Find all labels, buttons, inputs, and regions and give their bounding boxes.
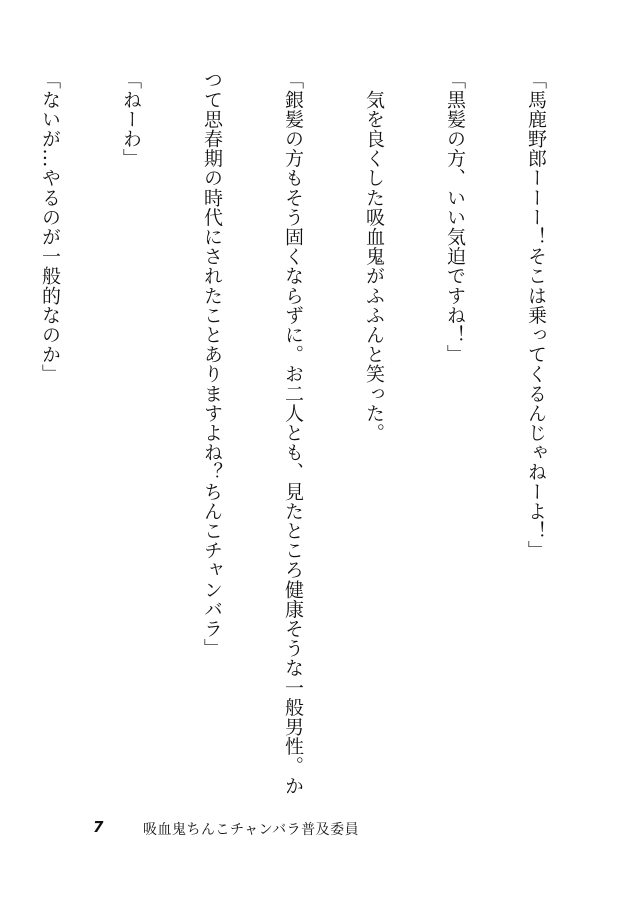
vertical-body-text	[33, 70, 603, 800]
running-title: 吸血鬼ちんこチャンバラ普及委員	[143, 822, 360, 838]
page-footer	[0, 818, 643, 842]
text-line: 「馬鹿野郎ーーー！そこは乗ってくるんじゃねーよ！」	[525, 70, 547, 560]
page-number: 7	[93, 818, 104, 836]
text-line: 「黒髪の方、いい気迫ですね！」	[444, 70, 466, 364]
text-line: 気を良くした吸血鬼がふふんと笑った。	[363, 70, 385, 443]
text-line: 「銀髪の方もそう固くならずに。お二人とも、見たところ健康そうな一般男性。か	[282, 70, 304, 796]
text-line: つて思春期の時代にされたことありますよね？ちんこチャンバラ」	[201, 70, 223, 658]
text-line: 「ないが…やるのが一般的なのか」	[39, 70, 61, 384]
text-line: 「ねーわ」	[120, 70, 142, 168]
